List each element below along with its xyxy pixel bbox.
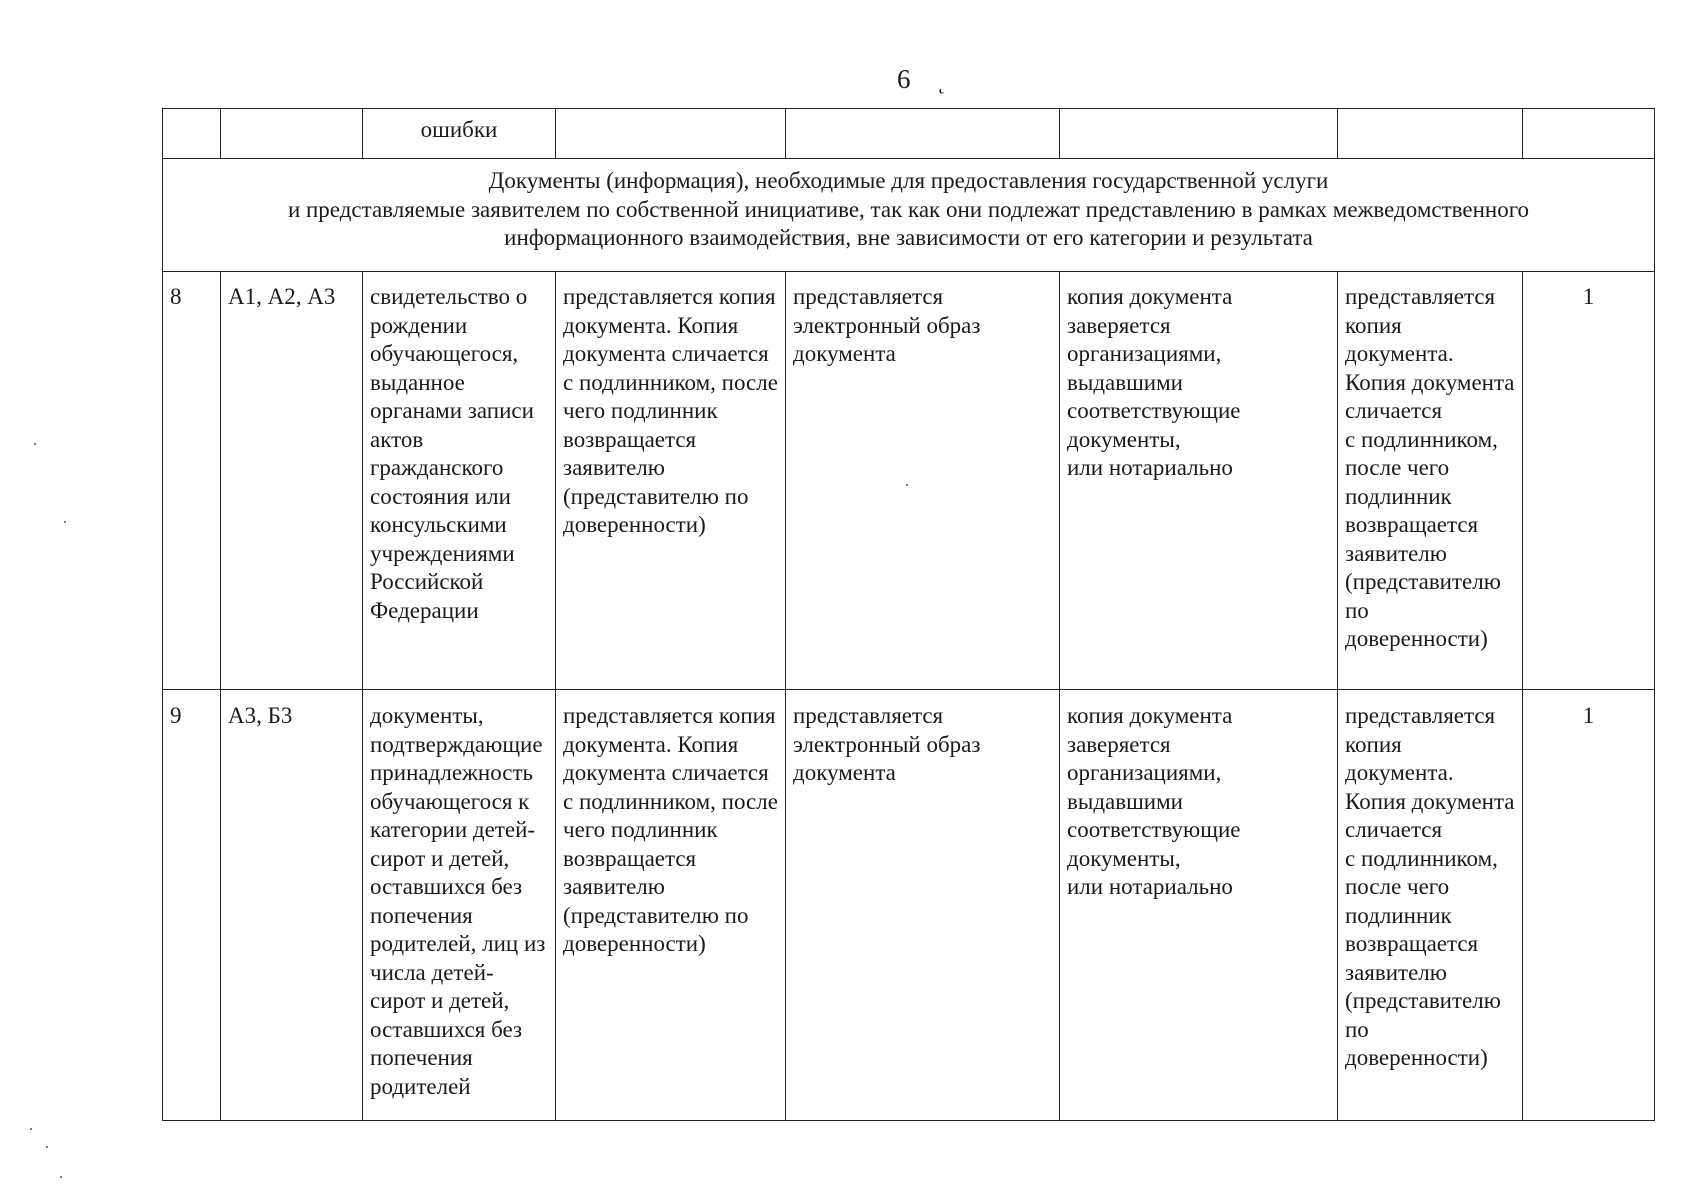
cell-electronic-submission: представляется электронный образ документа: [786, 272, 1060, 690]
cell-paper-submission: представляется копия документа. Копия документа сличается с подлинником, после чего подлинник возвращается заявителю (представителю по доверенности): [556, 690, 786, 1121]
page-number: 6: [897, 64, 911, 94]
section-header: Документы (информация), необходимые для предоставления государственной услуги и представляемые заявителем по собственной инициативе, так как они подлежат представлению в рамках межведомственного информационного взаимодействия, вне зависимости от его категории и результата: [163, 159, 1655, 272]
section-header-row: [163, 159, 1655, 272]
cell-mail-submission: представляется копия документа. Копия документа сличается с подлинником, после чего подлинник возвращается заявителю (представителю по доверенности): [1338, 272, 1523, 690]
cell-certification: копия документа заверяется организациями, выдавшими соответствующие документы, или нотариально: [1060, 272, 1338, 690]
cell-document: свидетельство о рождении обучающегося, выданное органами записи актов гражданского состояния или консульскими учреждениями Российской Федерации: [363, 272, 556, 690]
cell-number: [163, 109, 221, 159]
cell-mail-submission: [1338, 109, 1523, 159]
cell-mail-submission: представляется копия документа. Копия документа сличается с подлинником, после чего подлинник возвращается заявителю (представителю по доверенности): [1338, 690, 1523, 1121]
scan-speck: [34, 443, 36, 445]
cell-paper-submission: [556, 109, 786, 159]
cell-certification: копия документа заверяется организациями, выдавшими соответствующие документы, или нотариально: [1060, 690, 1338, 1121]
cell-electronic-submission: представляется электронный образ документа: [786, 690, 1060, 1121]
cell-document: документы, подтверждающие принадлежность обучающегося к категории детей-сирот и детей, оставшихся без попечения родителей, лиц из числа детей-сирот и детей, оставшихся без попечения родителей: [363, 690, 556, 1121]
cell-count: 1: [1523, 690, 1655, 1121]
cell-electronic-submission: [786, 109, 1060, 159]
scan-speck: [64, 521, 66, 523]
scan-speck: [46, 1146, 48, 1148]
scan-speck: [60, 1176, 62, 1178]
cell-number: 9: [163, 690, 221, 1121]
table-row: [163, 690, 1655, 1121]
scan-speck: [906, 484, 908, 486]
table-row: [163, 272, 1655, 690]
cell-categories: А3, Б3: [221, 690, 363, 1121]
documents-table: [162, 108, 1655, 1121]
table-row-continuation: [163, 109, 1655, 159]
cell-categories: А1, А2, А3: [221, 272, 363, 690]
cell-categories: [221, 109, 363, 159]
cell-document: ошибки: [363, 109, 556, 159]
cell-number: 8: [163, 272, 221, 690]
scan-speck: [30, 1128, 32, 1130]
cell-count: [1523, 109, 1655, 159]
cell-paper-submission: представляется копия документа. Копия документа сличается с подлинником, после чего подлинник возвращается заявителю (представителю по доверенности): [556, 272, 786, 690]
cell-certification: [1060, 109, 1338, 159]
page-mark: ˛: [938, 69, 946, 94]
cell-count: 1: [1523, 272, 1655, 690]
